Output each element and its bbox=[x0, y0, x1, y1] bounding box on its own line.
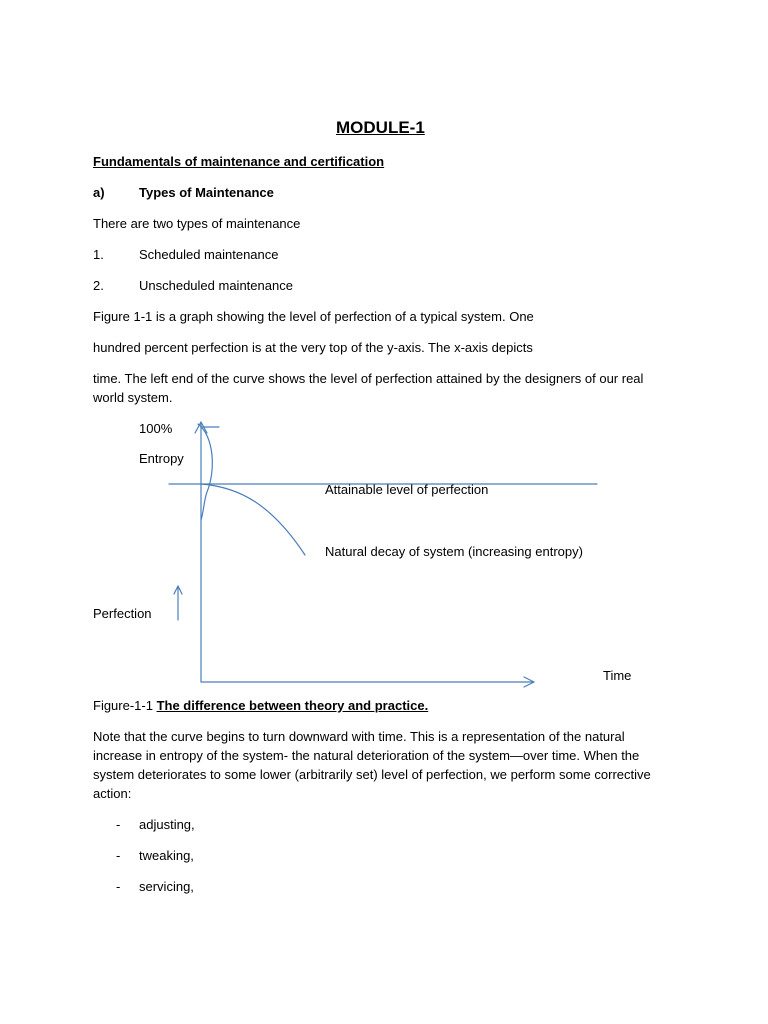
figure-label-time: Time bbox=[603, 668, 632, 683]
list-item-number: 2. bbox=[93, 278, 104, 293]
figure-label-perfection: Perfection bbox=[93, 606, 152, 621]
paragraph-line: time. The left end of the curve shows the level of perfection attained by the designers of our real world system. bbox=[93, 371, 644, 405]
figure-label-entropy: Entropy bbox=[139, 451, 184, 466]
list-item-number: 1. bbox=[93, 247, 104, 262]
decay-curve bbox=[201, 484, 305, 555]
paragraph: Note that the curve begins to turn downward with time. This is a representation of the natural increase in entropy of the system- the natural deterioration of the system—over time. When the system deteriorates to some lower (arbitrarily set) level of perfection, we perform some corrective action: bbox=[93, 729, 651, 801]
list-item-text: servicing, bbox=[139, 879, 194, 894]
subheading-text: Types of Maintenance bbox=[139, 185, 274, 200]
section-heading: Fundamentals of maintenance and certification bbox=[93, 154, 385, 169]
figure-label-100: 100% bbox=[139, 421, 173, 436]
figure-caption-text: The difference between theory and practice. bbox=[156, 698, 429, 713]
page-title: MODULE-1 bbox=[336, 118, 425, 137]
list-item-text: tweaking, bbox=[139, 848, 194, 863]
bullet: - bbox=[116, 848, 121, 863]
list-item-text: adjusting, bbox=[139, 817, 195, 832]
list-item-text: Unscheduled maintenance bbox=[139, 278, 293, 293]
figure-label-attainable: Attainable level of perfection bbox=[325, 482, 489, 497]
entropy-bracket bbox=[198, 424, 212, 520]
subheading-marker: a) bbox=[93, 185, 105, 200]
paragraph-line: hundred percent perfection is at the very top of the y-axis. The x-axis depicts bbox=[93, 340, 533, 355]
bullet: - bbox=[116, 879, 121, 894]
bullet: - bbox=[116, 817, 121, 832]
list-item-text: Scheduled maintenance bbox=[139, 247, 279, 262]
intro-text: There are two types of maintenance bbox=[93, 216, 301, 231]
figure-caption bbox=[93, 696, 428, 715]
figure-caption-prefix: Figure-1-1 bbox=[93, 698, 157, 713]
figure-label-decay: Natural decay of system (increasing entropy) bbox=[325, 544, 583, 559]
paragraph-line: Figure 1-1 is a graph showing the level of perfection of a typical system. One bbox=[93, 309, 534, 324]
